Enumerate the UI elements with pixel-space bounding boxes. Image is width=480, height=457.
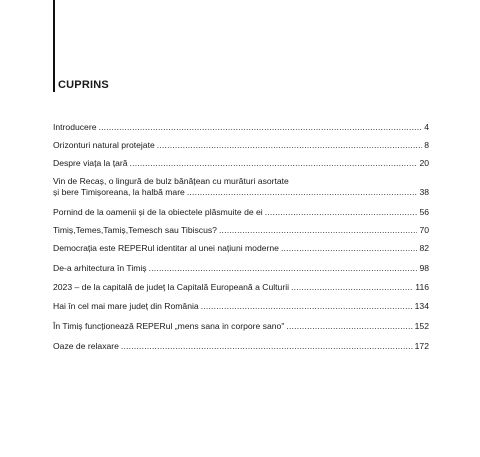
toc-entry-title: Democrația este REPERul identitar al unei națiuni moderne	[53, 243, 279, 253]
leader-dots	[201, 301, 413, 311]
leader-dots	[286, 321, 412, 331]
leader-dots	[291, 282, 413, 292]
toc-entry-page: 116	[415, 282, 429, 292]
toc-entry-page: 172	[414, 341, 429, 351]
leader-dots	[149, 263, 418, 273]
leader-dots	[281, 243, 417, 253]
toc-entry-page: 38	[419, 187, 429, 197]
leader-dots	[98, 122, 422, 132]
toc-entry-mens-sana[interactable]	[53, 321, 429, 331]
toc-entry-page: 134	[414, 301, 429, 311]
page-title: CUPRINS	[58, 79, 109, 91]
toc-entry-democratia[interactable]	[53, 243, 429, 253]
leader-dots	[187, 187, 418, 197]
toc-entry-2023[interactable]	[53, 282, 429, 292]
toc-entry-title: Pornind de la oamenii și de la obiectele plăsmuite de ei	[53, 207, 263, 217]
toc-entry-title: De-a arhitectura în Timiș	[53, 263, 147, 273]
leader-dots	[157, 140, 422, 150]
toc-entry-pornind[interactable]	[53, 207, 429, 217]
toc-entry-page: 20	[419, 158, 429, 168]
toc-entry-title: Oaze de relaxare	[53, 341, 119, 351]
toc-entry-oaze[interactable]	[53, 341, 429, 351]
toc-entry-vin-de-recas[interactable]	[53, 176, 429, 197]
toc-entry-title: Hai în cel mai mare județ din România	[53, 301, 199, 311]
toc-entry-page: 56	[419, 207, 429, 217]
toc-entry-title: Orizonturi natural protejate	[53, 140, 155, 150]
toc-entry-title: și bere Timișoreana, la halbă mare	[53, 187, 185, 197]
toc-entry-arhitectura[interactable]	[53, 263, 429, 273]
toc-entry-page: 152	[414, 321, 429, 331]
toc-entry-page: 82	[419, 243, 429, 253]
toc-entry-viata-la-tara[interactable]	[53, 158, 429, 168]
toc-entry-title: Timiș,Temes,Tamiș,Temesch sau Tibiscus?	[53, 225, 217, 235]
toc-entry-title: 2023 – de la capitală de județ la Capitală Europeană a Culturii	[53, 282, 290, 292]
toc-entry-hai-in-judet[interactable]	[53, 301, 429, 311]
leader-dots	[265, 207, 418, 217]
margin-rule	[53, 0, 55, 92]
toc-entry-introducere[interactable]	[53, 122, 429, 132]
leader-dots	[219, 225, 417, 235]
toc-entry-page: 98	[419, 263, 429, 273]
toc-entry-title-line1: Vin de Recaș, o lingură de bulz bănățean cu murături asortate	[53, 176, 289, 186]
toc-entry-timis-temes[interactable]	[53, 225, 429, 235]
toc-entry-orizonturi[interactable]	[53, 140, 429, 150]
toc-entry-page: 4	[424, 122, 429, 132]
toc-entry-page: 8	[424, 140, 429, 150]
toc-entry-title: Despre viața la țară	[53, 158, 128, 168]
toc-entry-page: 70	[419, 225, 429, 235]
toc-entry-title: În Timiș funcționează REPERul „mens sana in corpore sano"	[53, 321, 285, 331]
toc-entry-title: Introducere	[53, 122, 97, 132]
leader-dots	[121, 341, 413, 351]
leader-dots	[130, 158, 418, 168]
